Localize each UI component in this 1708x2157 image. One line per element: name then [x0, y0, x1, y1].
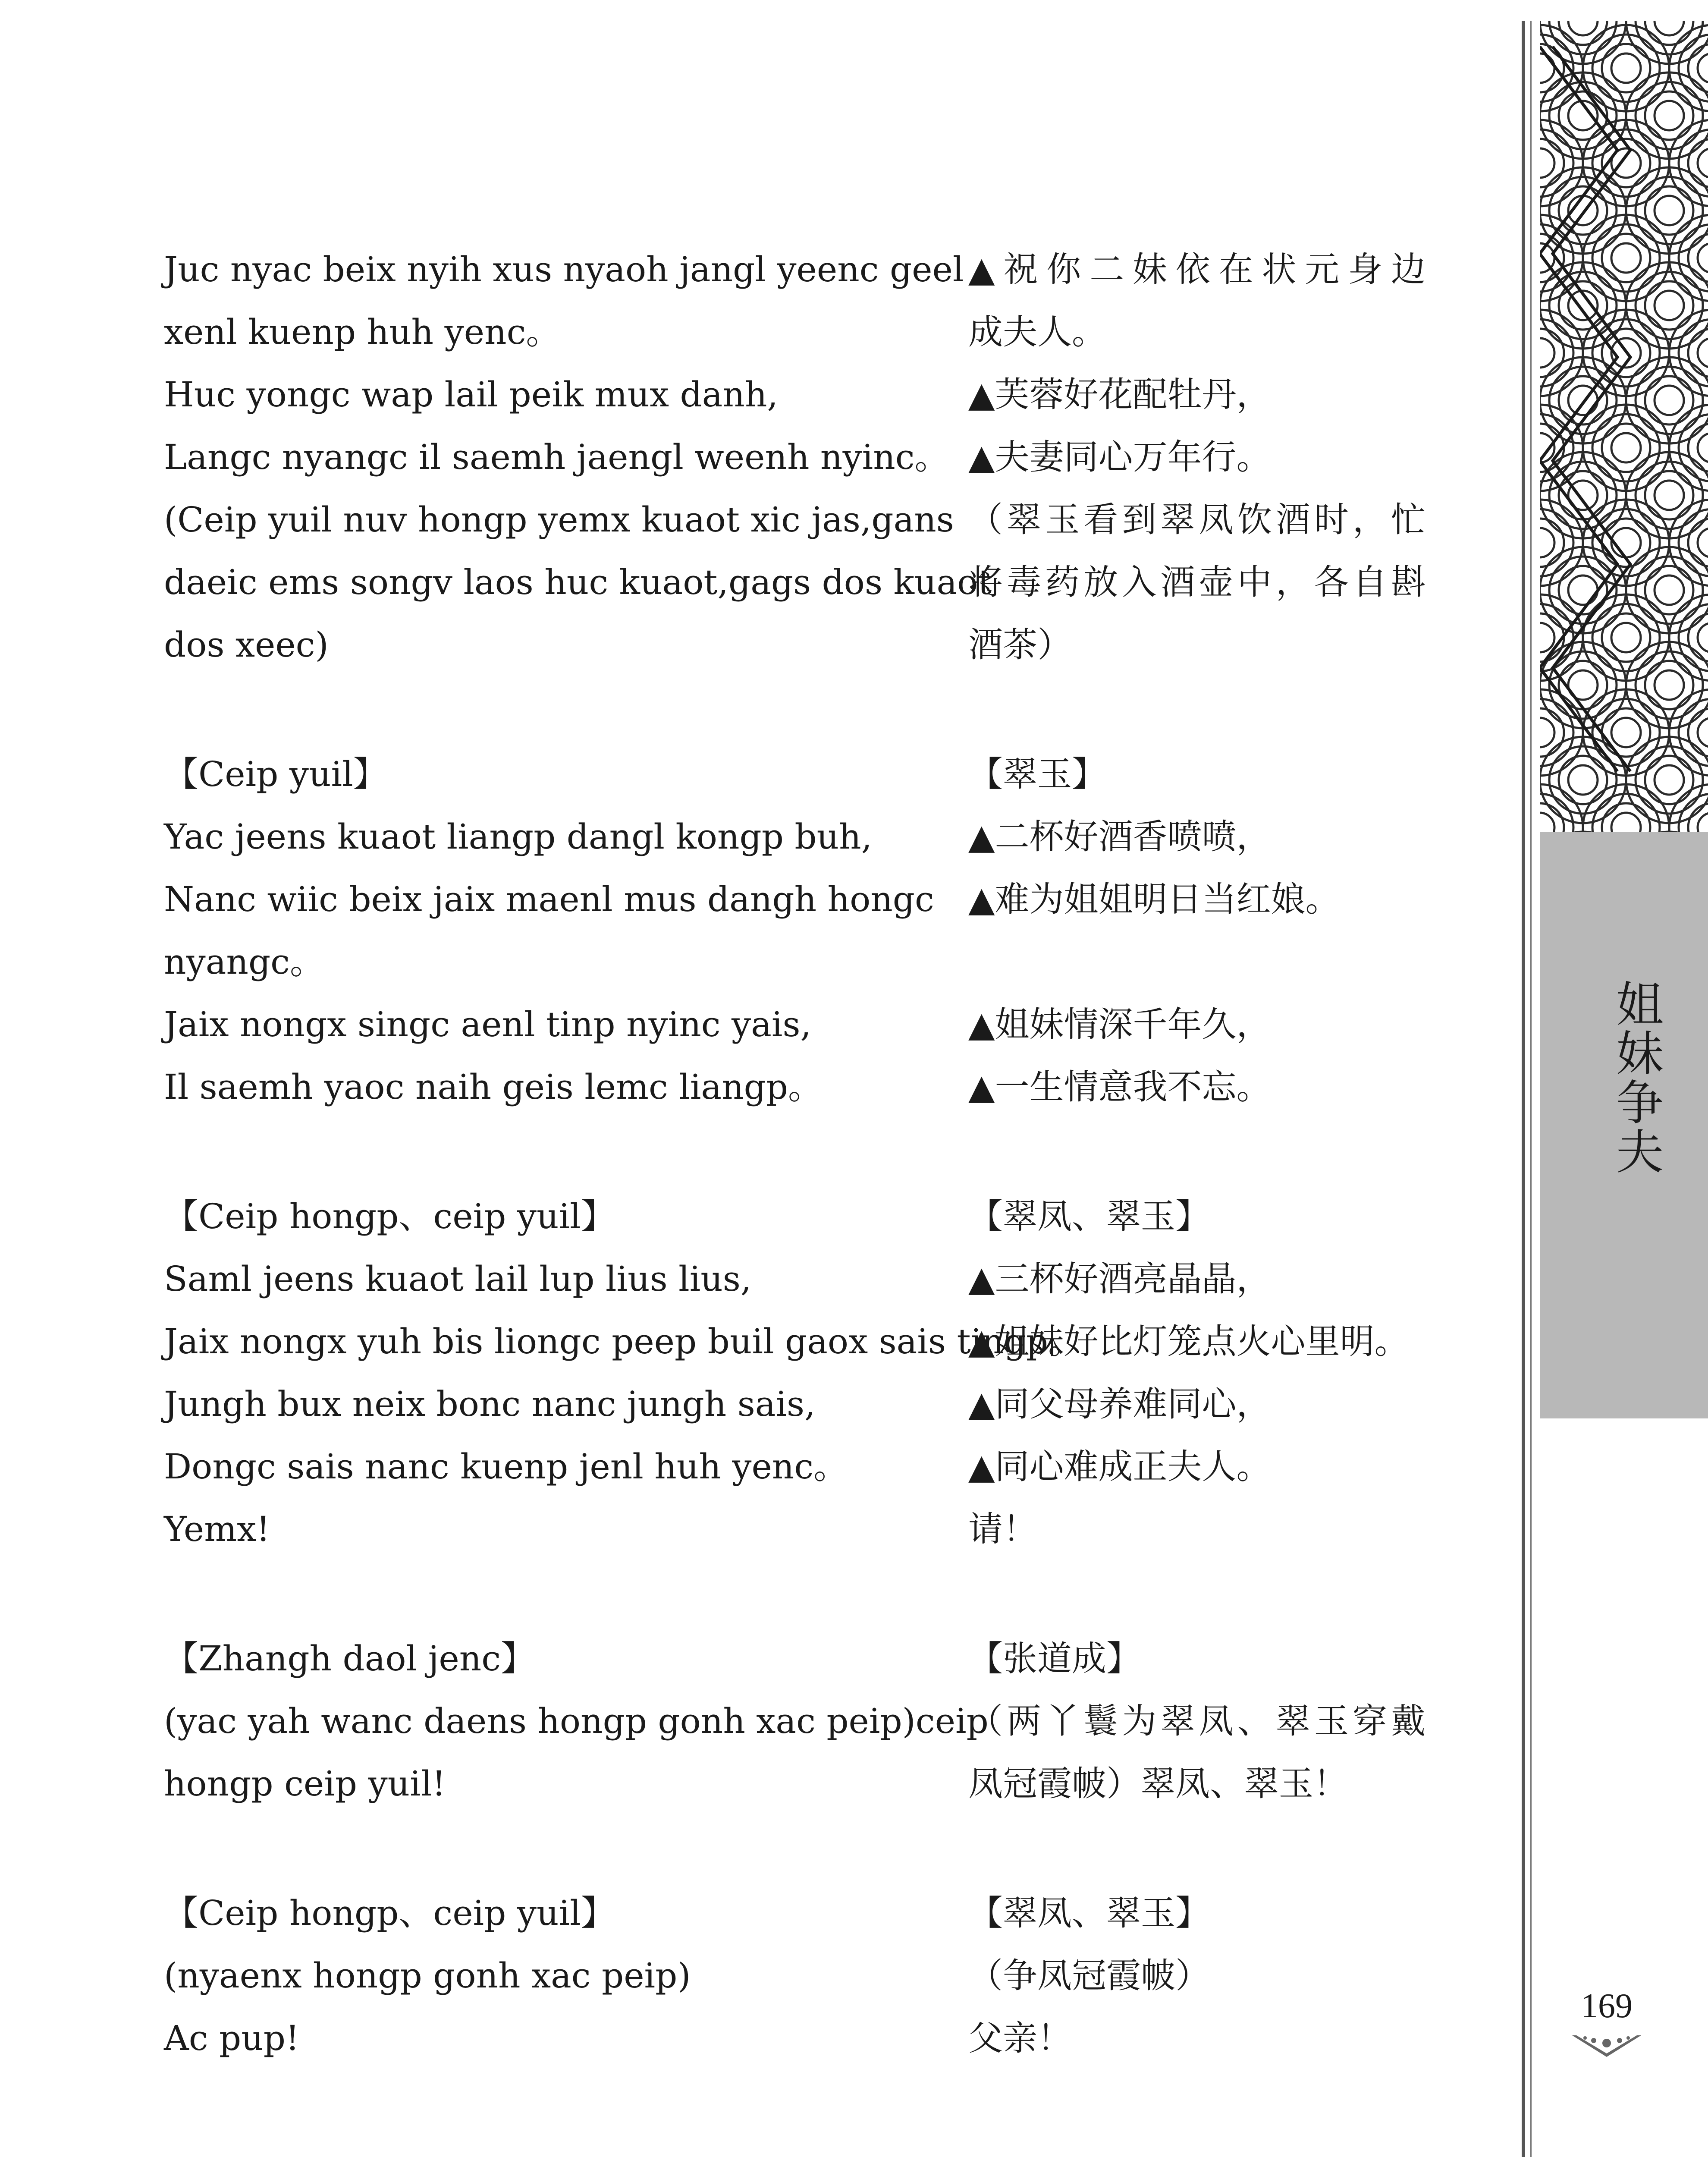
zh-line-9: ▲二杯好酒香喷喷，	[968, 817, 1271, 857]
zh-line-10: ▲难为姐姐明日当红娘。	[968, 879, 1340, 919]
dong-line-9: Yac jeens kuaot liangp dangl kongp buh,	[164, 817, 873, 857]
zh-line-2: 成夫人。	[968, 312, 1106, 352]
dong-line-7: dos xeec)	[164, 625, 329, 665]
dong-line-21: (yac yah wanc daens hongp gonh xac peip)ceip	[164, 1701, 989, 1741]
zh-line-17: ▲同心难成正夫人。	[968, 1446, 1271, 1487]
page-number: 169	[1581, 1987, 1633, 2025]
zh-line-6: 将毒药放入酒壶中，各自斟	[968, 562, 1425, 602]
dong-line-12: Jaix nongx singc aenl tinp nyinc yais,	[164, 1004, 811, 1044]
dong-line-22: hongp ceip yuil!	[164, 1764, 446, 1804]
zh-line-24: 父亲！	[968, 2018, 1072, 2058]
zh-line-11: ▲姐妹情深千年久，	[968, 1004, 1271, 1044]
zh-line-23: （争凤冠霞帔）	[968, 1956, 1210, 1996]
dong-line-13: Il saemh yaoc naih geis lemc liangp。	[164, 1067, 823, 1107]
zh-line-14: ▲三杯好酒亮晶晶，	[968, 1259, 1271, 1299]
dong-speaker-both: 【Ceip hongp、ceip yuil】	[164, 1196, 615, 1236]
dong-line-4: Langc nyangc il saemh jaengl weenh nyinc。	[164, 437, 949, 477]
dong-line-25: Ac pup!	[164, 2018, 300, 2058]
dong-line-5: (Ceip yuil nuv hongp yemx kuaot xic jas,gans	[164, 500, 954, 540]
cloud-pattern-ornament	[1540, 21, 1708, 832]
zh-line-18: 请！	[968, 1509, 1037, 1549]
dong-line-11: nyangc。	[164, 942, 324, 982]
zh-line-4: ▲夫妻同心万年行。	[968, 437, 1271, 477]
dong-line-16: Jaix nongx yuh bis liongc peep buil gaox sais tingp。	[164, 1321, 1083, 1361]
margin-rule-outer	[1522, 21, 1525, 2157]
zh-line-3: ▲芙蓉好花配牡丹，	[968, 374, 1271, 415]
zh-speaker-cuiyu: 【翠玉】	[968, 754, 1106, 794]
dong-line-24: (nyaenx hongp gonh xac peip)	[164, 1956, 691, 1996]
zh-line-7: 酒茶）	[968, 625, 1072, 665]
dong-line-2: xenl kuenp huh yenc。	[164, 312, 561, 352]
zh-line-21: 凤冠霞帔）翠凤、翠玉！	[968, 1764, 1348, 1804]
zh-speaker-both-2: 【翠凤、翠玉】	[968, 1893, 1210, 1933]
dong-line-1: Juc nyac beix nyih xus nyaoh jangl yeenc geel	[164, 249, 964, 289]
dong-speaker-ceip-yuil: 【Ceip yuil】	[164, 754, 388, 794]
zh-line-15: ▲姐妹好比灯笼点火心里明。	[968, 1321, 1409, 1361]
zh-line-20: （两丫鬟为翠凤、翠玉穿戴	[968, 1701, 1425, 1741]
dong-line-10: Nanc wiic beix jaix maenl mus dangh hongc	[164, 879, 934, 919]
dong-line-19: Yemx!	[164, 1509, 270, 1549]
dong-speaker-both-2: 【Ceip hongp、ceip yuil】	[164, 1893, 615, 1933]
dong-line-15: Saml jeens kuaot lail lup lius lius,	[164, 1259, 752, 1299]
dong-line-3: Huc yongc wap lail peik mux danh,	[164, 374, 778, 415]
dong-line-18: Dongc sais nanc kuenp jenl huh yenc。	[164, 1446, 848, 1487]
zh-line-5: （翠玉看到翠凤饮酒时，忙	[968, 500, 1425, 540]
page-ornament-icon	[1572, 2032, 1641, 2060]
dong-line-17: Jungh bux neix bonc nanc jungh sais,	[164, 1384, 816, 1424]
dong-line-6: daeic ems songv laos huc kuaot,gags dos kuaot	[164, 562, 992, 602]
zh-speaker-zhang: 【张道成】	[968, 1638, 1141, 1679]
zh-line-1: ▲祝你二妹依在状元身边	[968, 249, 1425, 289]
side-title: 姐妹争夫	[1608, 979, 1664, 1176]
zh-speaker-both: 【翠凤、翠玉】	[968, 1196, 1210, 1236]
dong-speaker-zhangh: 【Zhangh daol jenc】	[164, 1638, 536, 1679]
zh-line-12: ▲一生情意我不忘。	[968, 1067, 1271, 1107]
margin-rule-inner	[1530, 21, 1532, 2157]
zh-line-16: ▲同父母养难同心，	[968, 1384, 1271, 1424]
